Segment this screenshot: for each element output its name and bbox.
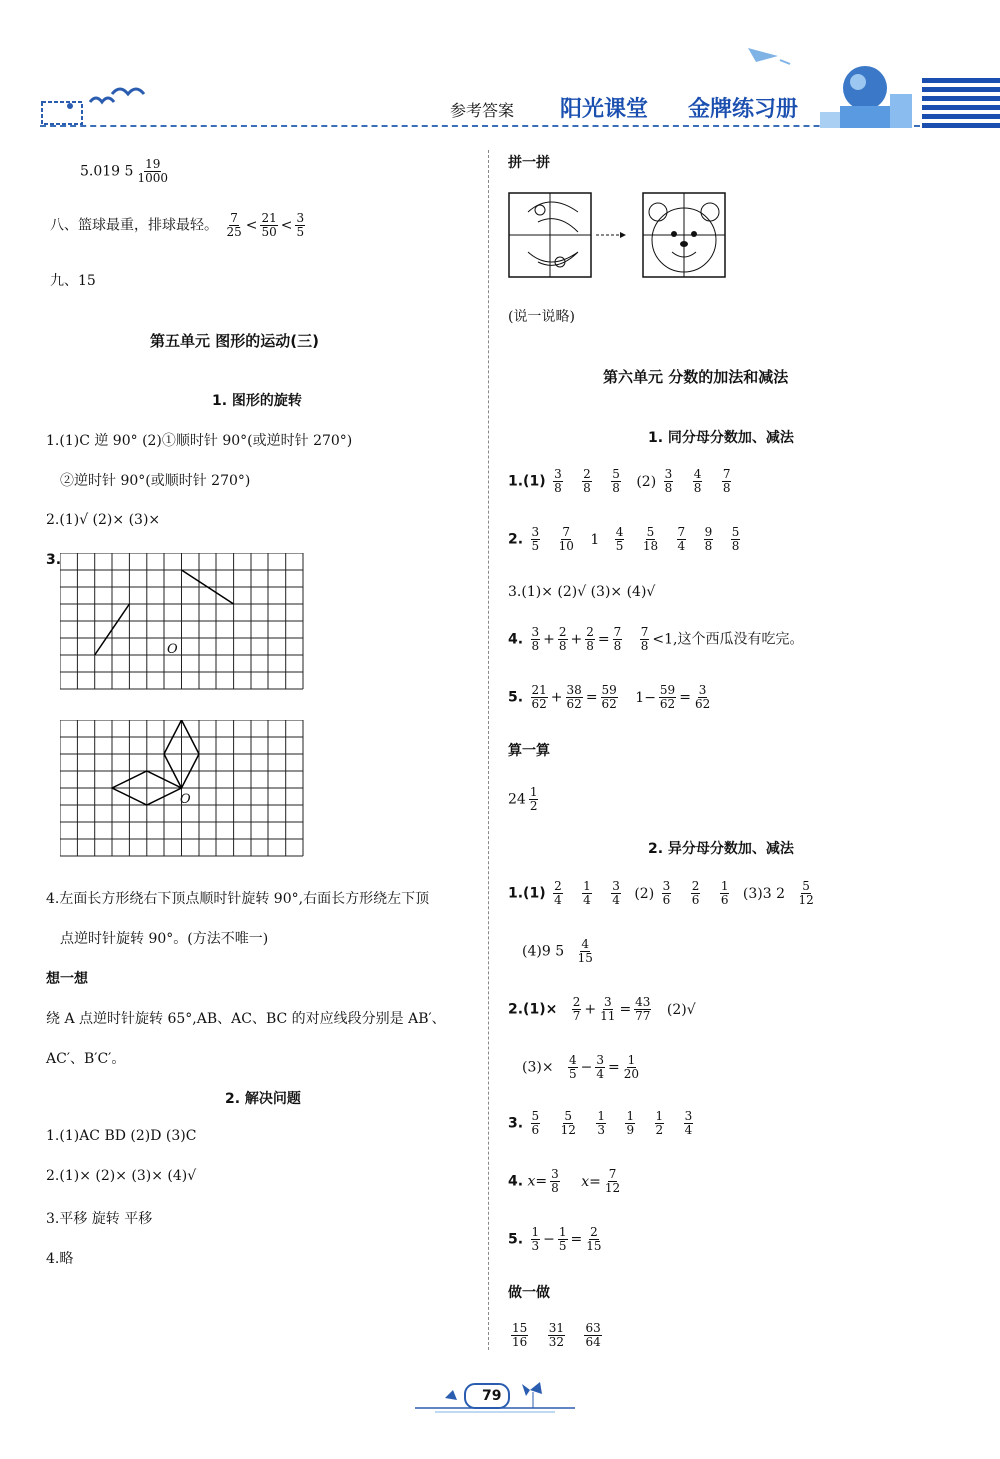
r-q4: 4. $\frac{3}{8}$ + $\frac{2}{8}$ + $\frac{2}{8}$ = $\frac{7}{8}$ $\frac{7}{8}$ <1,这个西瓜没有吃完。: [508, 625, 804, 653]
seagull-logo-icon: [40, 80, 150, 130]
fraction: $\frac{2}{8}$: [586, 625, 594, 653]
text: <1,这个西瓜没有吃完。: [652, 631, 804, 648]
unit5-section-1: 1. 图形的旋转: [212, 393, 302, 409]
s2-q1: 1.(1)AC BD (2)D (3)C: [46, 1128, 197, 1144]
unit5-title: 第五单元 图形的运动(三): [150, 332, 319, 350]
do-answers: [508, 1322, 605, 1349]
fraction: $\frac{1}{9}$: [626, 1109, 635, 1137]
r-q1: [508, 468, 734, 495]
fraction: $\frac{5}{6}$: [531, 1109, 540, 1137]
text: x=: [581, 1173, 601, 1190]
fraction: $\frac{2}{4}$: [554, 879, 562, 907]
label: (4)9 5: [522, 943, 565, 960]
s2-q3: 3.平移 旋转 平移: [46, 1211, 153, 1227]
puzzle-illustration: [508, 192, 733, 280]
fraction: $\frac{38}{62}$: [566, 683, 582, 711]
q1-line-b: ②逆时针 90°(或顺时针 270°): [60, 473, 251, 489]
fraction: $\frac{3}{4}$: [596, 1053, 605, 1081]
fraction: $\frac{1}{2}$: [529, 785, 538, 813]
fraction: $\frac{3}{8}$: [551, 1167, 559, 1195]
label: 5.: [508, 1231, 524, 1248]
fraction: $\frac{3}{6}$: [662, 879, 671, 907]
fraction: $\frac{2}{6}$: [691, 879, 700, 907]
header-ref: 参考答案: [450, 101, 515, 120]
fraction: $\frac{3}{5}$: [296, 211, 305, 239]
fraction: $\frac{19}{1000}$: [137, 157, 168, 185]
page-number: 79: [482, 1388, 502, 1404]
label: (2): [634, 885, 655, 902]
unit6-title: 第六单元 分数的加法和减法: [603, 368, 789, 386]
fraction: $\frac{1}{3}$: [597, 1109, 605, 1137]
fraction: $\frac{2}{7}$: [572, 995, 581, 1023]
fraction: $\frac{15}{16}$: [512, 1321, 528, 1349]
text: 24: [508, 791, 526, 808]
b-q3: [508, 1110, 696, 1137]
think-heading: 想一想: [46, 971, 88, 987]
say-note: (说一说略): [508, 309, 575, 325]
label: (3)×: [522, 1059, 554, 1076]
fraction: $\frac{9}{8}$: [704, 525, 713, 553]
unit6-section-1: 1. 同分母分数加、减法: [648, 430, 794, 446]
fraction: $\frac{1}{6}$: [720, 879, 729, 907]
header-stripes: [922, 78, 1000, 130]
b-q2: 2.(1)× $\frac{2}{7}$ + $\frac{3}{11}$ = $\frac{43}{77}$ (2)√: [508, 995, 696, 1023]
b-q1: [508, 880, 818, 907]
fraction: $\frac{3}{4}$: [684, 1109, 693, 1137]
fraction: $\frac{7}{12}$: [604, 1167, 621, 1195]
text: 1−: [635, 689, 656, 706]
b-q1-4: [522, 938, 597, 965]
left-line-1: [80, 158, 172, 185]
origin-label-1: O: [167, 642, 178, 657]
fraction: $\frac{7}{8}$: [722, 467, 731, 495]
r-q2: [508, 526, 743, 553]
fraction: $\frac{2}{8}$: [583, 467, 591, 495]
text: (2)√: [666, 1001, 696, 1018]
fraction: $\frac{1}{4}$: [583, 879, 591, 907]
b-q2-3: (3)× $\frac{4}{5}$ − $\frac{3}{4}$ = $\frac{1}{20}$: [522, 1053, 640, 1081]
fraction: $\frac{59}{62}$: [601, 683, 617, 711]
pin-heading: 拼一拼: [508, 155, 550, 171]
fraction: $\frac{5}{8}$: [731, 525, 740, 553]
text: 1: [590, 531, 600, 548]
think-line-a: 绕 A 点逆时针旋转 65°,AB、AC、BC 的对应线段分别是 AB′、: [46, 1011, 446, 1027]
calc-heading: 算一算: [508, 743, 550, 759]
fraction: $\frac{59}{62}$: [659, 683, 676, 711]
label: (2): [636, 473, 657, 490]
fraction: $\frac{7}{8}$: [640, 625, 649, 653]
column-divider: [488, 150, 489, 1350]
r-q5: 5. $\frac{21}{62}$ + $\frac{38}{62}$ = $\frac{59}{62}$ 1− $\frac{59}{62}$ = $\frac{3}{62}$: [508, 683, 711, 711]
label: 1.(1): [508, 473, 546, 490]
fraction: $\frac{3}{4}$: [612, 879, 620, 907]
fraction: $\frac{63}{64}$: [585, 1321, 601, 1349]
header-brand-2: 金牌练习册: [688, 96, 799, 122]
label: 4.: [508, 631, 524, 648]
fraction: $\frac{4}{5}$: [615, 525, 624, 553]
text: x=: [527, 1173, 548, 1190]
fraction: $\frac{4}{15}$: [577, 937, 593, 965]
fraction: $\frac{1}{5}$: [558, 1225, 567, 1253]
fraction: $\frac{3}{62}$: [694, 683, 711, 711]
q1-line-a: 1.(1)C 逆 90° (2)①顺时针 90°(或逆时针 270°): [46, 433, 353, 449]
label: (3)3 2: [742, 885, 786, 902]
label: 5.: [508, 689, 524, 706]
q2-line: 2.(1)√ (2)× (3)×: [46, 512, 161, 528]
fraction: $\frac{7}{10}$: [558, 525, 574, 553]
label: 1.(1): [508, 885, 546, 902]
fraction: $\frac{3}{5}$: [531, 525, 540, 553]
label: 2.: [508, 531, 524, 548]
q4-line-b: 点逆时针旋转 90°。(方法不唯一): [60, 931, 269, 947]
s2-q2: 2.(1)× (2)× (3)× (4)√: [46, 1168, 197, 1184]
b-q4: [508, 1168, 624, 1195]
label: 4.: [508, 1173, 524, 1190]
fraction: $\frac{4}{5}$: [569, 1053, 577, 1081]
fraction: $\frac{7}{8}$: [613, 625, 622, 653]
left-line-3: 九、15: [50, 273, 96, 289]
fraction: $\frac{7}{25}$: [226, 211, 242, 239]
fraction: $\frac{3}{11}$: [600, 995, 616, 1023]
left-line-2: 八、篮球最重，排球最轻。 $\frac{7}{25}$ < $\frac{21}{50}$ < $\frac{3}{5}$: [50, 211, 305, 239]
r-q3: 3.(1)× (2)√ (3)× (4)√: [508, 584, 656, 600]
unit6-section-2: 2. 异分母分数加、减法: [648, 841, 794, 857]
fraction: $\frac{5}{8}$: [612, 467, 620, 495]
fraction: $\frac{3}{8}$: [554, 467, 562, 495]
fraction: $\frac{1}{3}$: [531, 1225, 540, 1253]
fraction: $\frac{5}{12}$: [560, 1109, 576, 1137]
fraction: $\frac{1}{20}$: [623, 1053, 640, 1081]
b-q5: 5. $\frac{1}{3}$ − $\frac{1}{5}$ = $\frac{2}{15}$: [508, 1225, 602, 1253]
fraction: $\frac{1}{2}$: [655, 1109, 664, 1137]
do-heading: 做一做: [508, 1285, 550, 1301]
s2-q4: 4.略: [46, 1251, 74, 1267]
think-line-b: AC′、B′C′。: [46, 1051, 126, 1067]
header-brand-1: 阳光课堂: [560, 96, 649, 122]
origin-label-2: O: [180, 792, 191, 807]
rotation-grid-2: [60, 720, 305, 860]
fraction: $\frac{3}{8}$: [531, 625, 540, 653]
fraction: $\frac{5}{18}$: [642, 525, 659, 553]
rotation-grid-1: [60, 553, 305, 693]
fraction: $\frac{21}{62}$: [531, 683, 547, 711]
q3-label: 3.: [46, 552, 62, 568]
label: 2.(1)×: [508, 1001, 558, 1018]
fraction: $\frac{43}{77}$: [635, 995, 651, 1023]
fraction: $\frac{4}{8}$: [693, 467, 702, 495]
fraction: $\frac{2}{15}$: [586, 1225, 602, 1253]
header-globe-icon: [740, 38, 920, 130]
fraction: $\frac{21}{50}$: [261, 211, 277, 239]
fraction: $\frac{5}{12}$: [798, 879, 814, 907]
text: 5.019 5: [80, 163, 134, 180]
q4-line-a: 4.左面长方形绕右下顶点顺时针旋转 90°,右面长方形绕左下顶: [46, 891, 430, 907]
calc-answer: [508, 786, 541, 813]
fraction: $\frac{3}{8}$: [664, 467, 673, 495]
fraction: $\frac{31}{32}$: [548, 1321, 565, 1349]
fraction: $\frac{7}{4}$: [677, 525, 686, 553]
text: 八、篮球最重，排球最轻。: [50, 217, 218, 234]
unit5-section-2: 2. 解决问题: [225, 1091, 301, 1107]
label: 3.: [508, 1115, 524, 1132]
fraction: $\frac{2}{8}$: [558, 625, 567, 653]
